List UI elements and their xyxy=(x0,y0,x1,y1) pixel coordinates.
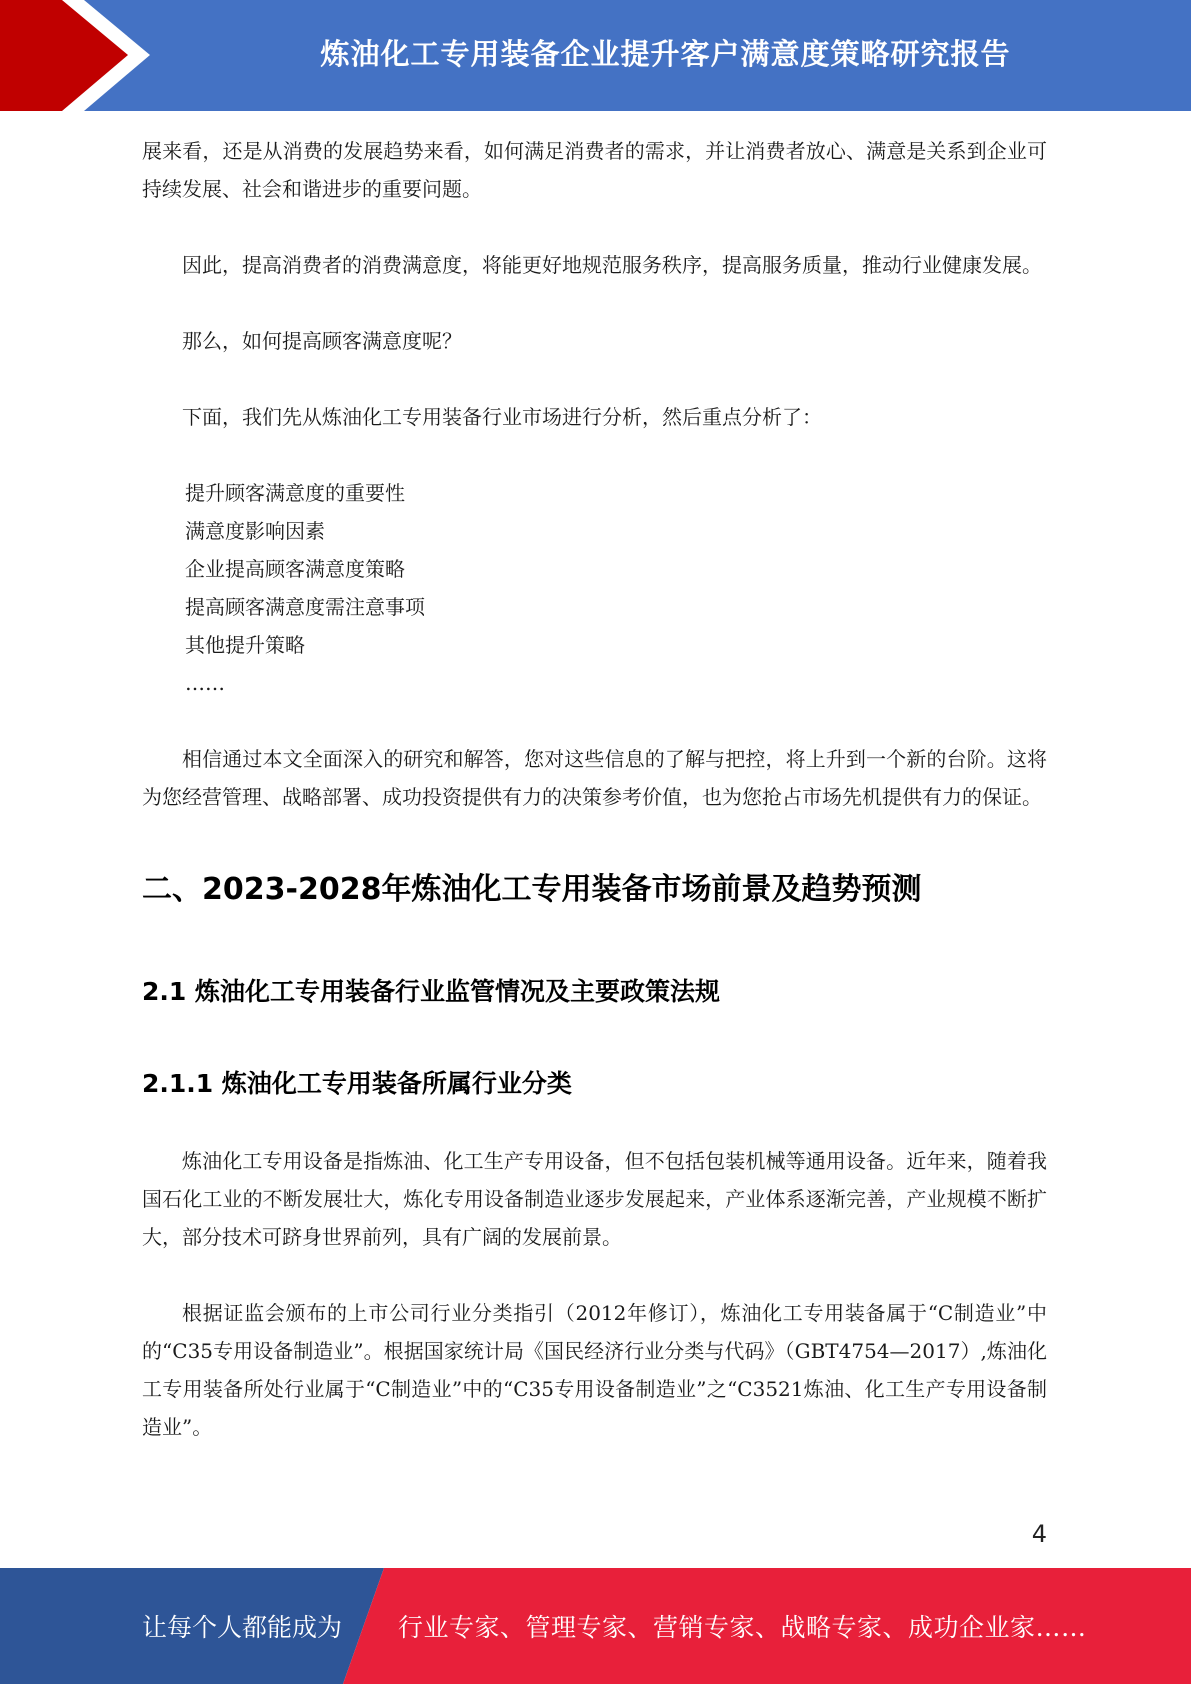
list-item: …… xyxy=(185,671,225,695)
list-item: 其他提升策略 xyxy=(185,633,305,657)
footer-slogan-right: 行业专家、管理专家、营销专家、战略专家、成功企业家…… xyxy=(398,1613,1087,1642)
page-header xyxy=(0,0,1191,111)
paragraph: 那么，如何提高顾客满意度呢？ xyxy=(182,329,462,353)
list-item: 提升顾客满意度的重要性 xyxy=(185,481,405,505)
list-item: 企业提高顾客满意度策略 xyxy=(185,557,405,581)
paragraph: 展来看，还是从消费的发展趋势来看，如何满足消费者的需求，并让消费者放心、满意是关系到企业可持续发展、社会和谐进步的重要问题。 xyxy=(142,139,1047,201)
subsection-heading: 2.1 炼油化工专用装备行业监管情况及主要政策法规 xyxy=(142,977,720,1006)
page-footer xyxy=(0,1568,1191,1684)
paragraph: 因此，提高消费者的消费满意度，将能更好地规范服务秩序，提高服务质量，推动行业健康发展。 xyxy=(182,253,1042,277)
analysis-topic-list xyxy=(142,474,1047,702)
list-item: 满意度影响因素 xyxy=(185,519,325,543)
footer-slogan-left: 让每个人都能成为 xyxy=(142,1613,343,1642)
paragraph: 炼油化工专用设备是指炼油、化工生产专用设备，但不包括包装机械等通用设备。近年来，随着我国石化工业的不断发展壮大，炼化专用设备制造业逐步发展起来，产业体系逐渐完善，产业规模不断扩大，部分技术可跻身世界前列，具有广阔的发展前景。 xyxy=(142,1149,1047,1249)
paragraph: 根据证监会颁布的上市公司行业分类指引（2012年修订），炼油化工专用装备属于“C制造业”中的“C35专用设备制造业”。根据国家统计局《国民经济行业分类与代码》（GBT4754—2017）,炼油化工专用装备所处行业属于“C制造业”中的“C35专用设备制造业”之“C3521炼油、化工生产专用设备制造业”。 xyxy=(142,1301,1047,1439)
list-item: 提高顾客满意度需注意事项 xyxy=(185,595,425,619)
section-heading: 二、2023-2028年炼油化工专用装备市场前景及趋势预测 xyxy=(142,872,922,907)
report-title: 炼油化工专用装备企业提升客户满意度策略研究报告 xyxy=(320,36,1011,71)
page-number: 4 xyxy=(1031,1520,1047,1548)
paragraph: 下面，我们先从炼油化工专用装备行业市场进行分析，然后重点分析了： xyxy=(182,405,822,429)
sub-subsection-heading: 2.1.1 炼油化工专用装备所属行业分类 xyxy=(142,1069,572,1098)
document-body xyxy=(142,132,1047,1446)
paragraph: 相信通过本文全面深入的研究和解答，您对这些信息的了解与把控，将上升到一个新的台阶。这将为您经营管理、战略部署、成功投资提供有力的决策参考价值，也为您抢占市场先机提供有力的保证。 xyxy=(142,747,1047,809)
